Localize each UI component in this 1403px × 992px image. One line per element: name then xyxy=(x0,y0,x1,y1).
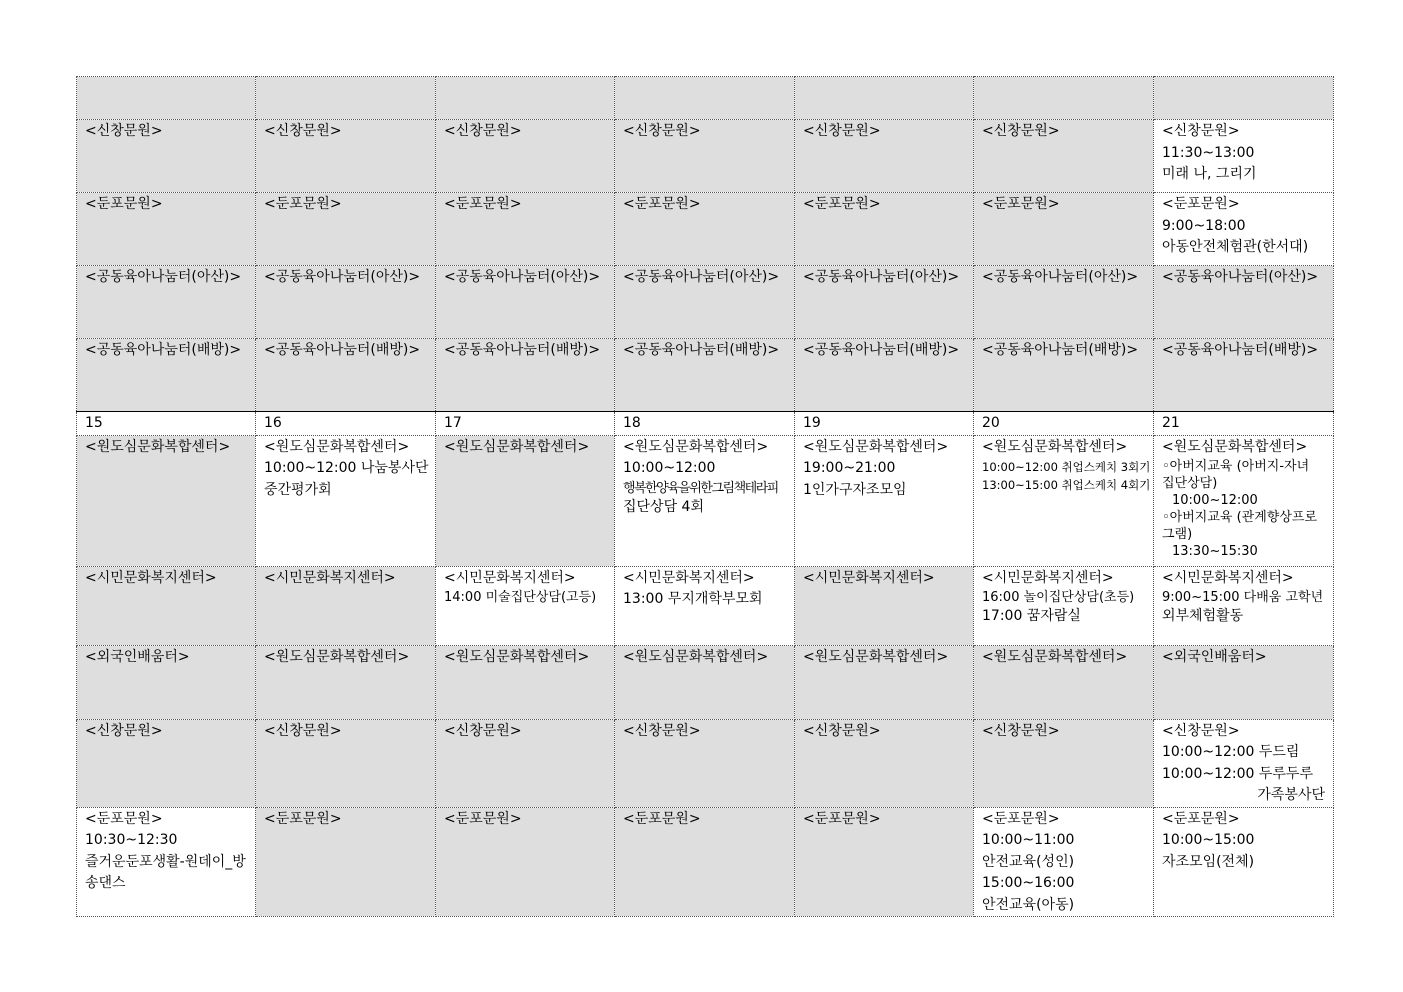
cell-sun: <시민문화복지센터> xyxy=(77,566,256,645)
cell xyxy=(256,77,436,120)
cell-thu: <원도심문화복합센터> 19:00~21:00 1인가구자조모임 xyxy=(795,435,974,566)
cell-sat: <신창문원> 10:00~12:00 두드림 10:00~12:00 두루두루 가족봉사단 xyxy=(1154,719,1334,807)
cell xyxy=(1154,77,1334,120)
cell-fri: <신창문원> xyxy=(974,719,1154,807)
cell-sat: <둔포문원> 10:00~15:00 자조모임(전체) xyxy=(1154,807,1334,917)
cell-sat: <원도심문화복합센터> ◦아버지교육 (아버지-자녀 집단상담) 10:00~12:00 ◦아버지교육 (관계향상프로그램) 13:30~15:30 xyxy=(1154,435,1334,566)
cell-fri: <시민문화복지센터> 16:00 놀이집단상담(초등) 17:00 꿈자람실 xyxy=(974,566,1154,645)
cell-sun: <신창문원> xyxy=(77,120,256,193)
cell xyxy=(77,77,256,120)
row-foreign xyxy=(77,645,1334,719)
cell-sun: <공동육아나눔터(배방)> xyxy=(77,339,256,412)
row-dunpo xyxy=(77,807,1334,917)
cell-wed: <원도심문화복합센터> xyxy=(615,645,795,719)
cell-thu: <시민문화복지센터> xyxy=(795,566,974,645)
row-wondo xyxy=(77,435,1334,566)
cell-thu: <둔포문원> xyxy=(795,807,974,917)
cell-thu: <공동육아나눔터(배방)> xyxy=(795,339,974,412)
cell-sat: <공동육아나눔터(아산)> xyxy=(1154,266,1334,339)
cell-wed: <신창문원> xyxy=(615,719,795,807)
cell-sun: <원도심문화복합센터> xyxy=(77,435,256,566)
cell-sat: <공동육아나눔터(배방)> xyxy=(1154,339,1334,412)
day-number: 21 xyxy=(1154,412,1334,436)
cell-wed: <원도심문화복합센터> 10:00~12:00 행복한양육을위한그림책테라피 집단상담 4회 xyxy=(615,435,795,566)
cell-wed: <시민문화복지센터> 13:00 무지개학부모회 xyxy=(615,566,795,645)
cell-tue: <공동육아나눔터(배방)> xyxy=(436,339,615,412)
cell-fri: <둔포문원> xyxy=(974,193,1154,266)
cell-mon: <원도심문화복합센터> xyxy=(256,645,436,719)
cell-wed: <공동육아나눔터(아산)> xyxy=(615,266,795,339)
row-sinchang xyxy=(77,719,1334,807)
row-asan xyxy=(77,266,1334,339)
cell-mon: <시민문화복지센터> xyxy=(256,566,436,645)
cell-tue: <원도심문화복합센터> xyxy=(436,645,615,719)
cell xyxy=(615,77,795,120)
cell-thu: <원도심문화복합센터> xyxy=(795,645,974,719)
cell xyxy=(436,77,615,120)
day-number: 16 xyxy=(256,412,436,436)
cell-fri: <원도심문화복합센터> xyxy=(974,645,1154,719)
cell-tue: <신창문원> xyxy=(436,719,615,807)
cell xyxy=(795,77,974,120)
cell-tue: <둔포문원> xyxy=(436,807,615,917)
cell-sun: <신창문원> xyxy=(77,719,256,807)
cell-wed: <둔포문원> xyxy=(615,193,795,266)
day-number: 20 xyxy=(974,412,1154,436)
cell-tue: <원도심문화복합센터> xyxy=(436,435,615,566)
day-number: 15 xyxy=(77,412,256,436)
cell-fri: <공동육아나눔터(아산)> xyxy=(974,266,1154,339)
row-baebang xyxy=(77,339,1334,412)
cell-sun: <둔포문원> 10:30~12:30 즐거운둔포생활-원데이_방송댄스 xyxy=(77,807,256,917)
cell-fri: <신창문원> xyxy=(974,120,1154,193)
cell-thu: <공동육아나눔터(아산)> xyxy=(795,266,974,339)
cell-sat: <외국인배움터> xyxy=(1154,645,1334,719)
cell-mon: <원도심문화복합센터> 10:00~12:00 나눔봉사단 중간평가회 xyxy=(256,435,436,566)
row-simin xyxy=(77,566,1334,645)
cell-mon: <신창문원> xyxy=(256,120,436,193)
cell-tue: <공동육아나눔터(아산)> xyxy=(436,266,615,339)
cell-mon: <둔포문원> xyxy=(256,807,436,917)
cell xyxy=(974,77,1154,120)
cell-sat: <둔포문원> 9:00~18:00 아동안전체험관(한서대) xyxy=(1154,193,1334,266)
cell-fri: <원도심문화복합센터> 10:00~12:00 취업스케치 3회기 13:00~15:00 취업스케치 4회기 xyxy=(974,435,1154,566)
cell-mon: <신창문원> xyxy=(256,719,436,807)
day-number: 19 xyxy=(795,412,974,436)
cell-wed: <둔포문원> xyxy=(615,807,795,917)
cell-sun: <둔포문원> xyxy=(77,193,256,266)
day-number-row xyxy=(77,412,1334,436)
cell-sun: <외국인배움터> xyxy=(77,645,256,719)
cell-wed: <공동육아나눔터(배방)> xyxy=(615,339,795,412)
cell-thu: <신창문원> xyxy=(795,719,974,807)
cell-thu: <신창문원> xyxy=(795,120,974,193)
cell-tue: <둔포문원> xyxy=(436,193,615,266)
cell-mon: <공동육아나눔터(아산)> xyxy=(256,266,436,339)
cell-thu: <둔포문원> xyxy=(795,193,974,266)
row-dunpo-top xyxy=(77,193,1334,266)
day-number: 18 xyxy=(615,412,795,436)
day-number: 17 xyxy=(436,412,615,436)
calendar-table xyxy=(76,76,1334,917)
cell-mon: <둔포문원> xyxy=(256,193,436,266)
cell-mon: <공동육아나눔터(배방)> xyxy=(256,339,436,412)
cell-wed: <신창문원> xyxy=(615,120,795,193)
cell-tue: <시민문화복지센터> 14:00 미술집단상담(고등) xyxy=(436,566,615,645)
cell-tue: <신창문원> xyxy=(436,120,615,193)
row-sinchang-top xyxy=(77,120,1334,193)
cell-sat: <신창문원> 11:30~13:00 미래 나, 그리기 xyxy=(1154,120,1334,193)
empty-row xyxy=(77,77,1334,120)
cell-fri: <둔포문원> 10:00~11:00 안전교육(성인) 15:00~16:00 안전교육(아동) xyxy=(974,807,1154,917)
cell-fri: <공동육아나눔터(배방)> xyxy=(974,339,1154,412)
cell-sun: <공동육아나눔터(아산)> xyxy=(77,266,256,339)
cell-sat: <시민문화복지센터> 9:00~15:00 다배움 고학년 외부체험활동 xyxy=(1154,566,1334,645)
